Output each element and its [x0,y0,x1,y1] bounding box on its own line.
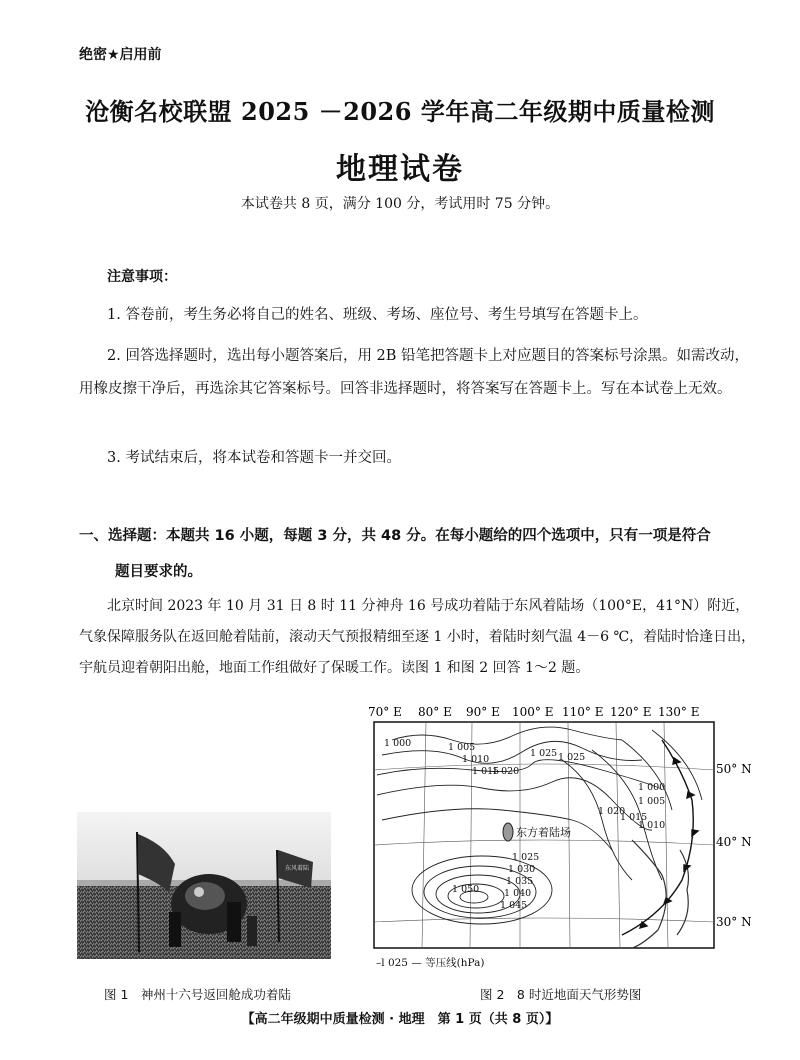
section-heading [79,518,759,590]
figure1-caption: 图 1 神州十六号返回舱成功着陆 [104,987,291,1002]
exam-title: 沧衡名校联盟 2025 －2026 学年高二年级期中质量检测 [85,97,715,126]
page-footer: 【高二年级期中质量检测 · 地理 第 1 页（共 8 页）】 [241,1012,559,1027]
svg-text:1 020: 1 020 [492,766,520,777]
svg-text:1 005: 1 005 [448,742,476,753]
svg-text:1 000: 1 000 [638,782,666,793]
svg-text:1 020: 1 020 [598,806,626,817]
lat-labels [716,762,752,929]
landing-site-label: 东方着陆场 [516,826,571,839]
svg-text:1 030: 1 030 [508,864,536,875]
landing-photo [77,812,331,959]
crew-figures [227,902,241,942]
svg-text:1 050: 1 050 [452,884,480,895]
question-stem: 北京时间 2023 年 10 月 31 日 8 时 11 分神舟 16 号成功着陆于东风着陆场（100°E，41°N）附近，气象保障服务队在返回舱着陆前，滚动天气预报精细至逐 1 小时，着陆时刻气温 4－6 ℃，着陆时恰逢日出，宇航员迎着朝阳出舱，地面工作组做好了保暖工作。读图 1 和图 2 回答 1～2 题。 [79,598,756,676]
section-heading-line1: 一、选择题：本题共 16 小题，每题 3 分，共 48 分。在每小题给的四个选项中，只有一项是符合 [79,528,711,544]
lat-label: 30° N [716,915,752,929]
map-legend: –l 025 — 等压线(hPa) [376,957,485,969]
svg-text:1 015: 1 015 [472,766,500,777]
section-heading-line2: 题目要求的。 [115,564,202,580]
svg-text:1 010: 1 010 [638,820,666,831]
lon-label: 80° E [418,705,452,719]
svg-text:1 040: 1 040 [504,888,532,899]
lon-label: 70° E [368,705,402,719]
svg-text:1 025: 1 025 [558,752,586,763]
longitude-labels [368,705,699,719]
svg-text:1 025: 1 025 [530,748,558,759]
lat-label: 50° N [716,762,752,776]
svg-text:1 035: 1 035 [506,876,534,887]
lon-label: 90° E [466,705,500,719]
figure2-caption: 图 2 8 时近地面天气形势图 [480,987,642,1002]
notice-heading: 注意事项： [107,269,177,285]
lon-label: 120° E [610,705,652,719]
svg-text:1 000: 1 000 [384,738,412,749]
subject-title: 地理试卷 [336,152,464,187]
notice-item-1: 1. 答卷前，考生务必将自己的姓名、班级、考场、座位号、考生号填写在答题卡上。 [107,307,648,323]
svg-text:1 045: 1 045 [500,900,528,911]
lat-label: 40° N [716,835,752,849]
notice-item-2: 2. 回答选择题时，选出每小题答案后，用 2B 铅笔把答题卡上对应题目的答案标号涂黑。如需改动，用橡皮擦干净后，再选涂其它答案标号。回答非选择题时，将答案写在答题卡上。写在本试卷上无效。 [79,348,750,397]
svg-text:1 015: 1 015 [620,812,648,823]
lon-label: 110° E [562,705,604,719]
notice-item-3: 3. 考试结束后，将本试卷和答题卡一并交回。 [107,450,401,466]
lon-label: 100° E [512,705,554,719]
weather-map [362,700,752,970]
secret-mark: 绝密★启用前 [79,47,162,63]
svg-text:1 010: 1 010 [462,754,490,765]
svg-text:1 025: 1 025 [512,852,540,863]
exam-info: 本试卷共 8 页，满分 100 分，考试用时 75 分钟。 [240,196,560,212]
landing-site-marker [503,823,513,841]
svg-text:1 005: 1 005 [638,796,666,807]
lon-label: 130° E [658,705,700,719]
flag-text: 东风着陆 [285,865,310,872]
